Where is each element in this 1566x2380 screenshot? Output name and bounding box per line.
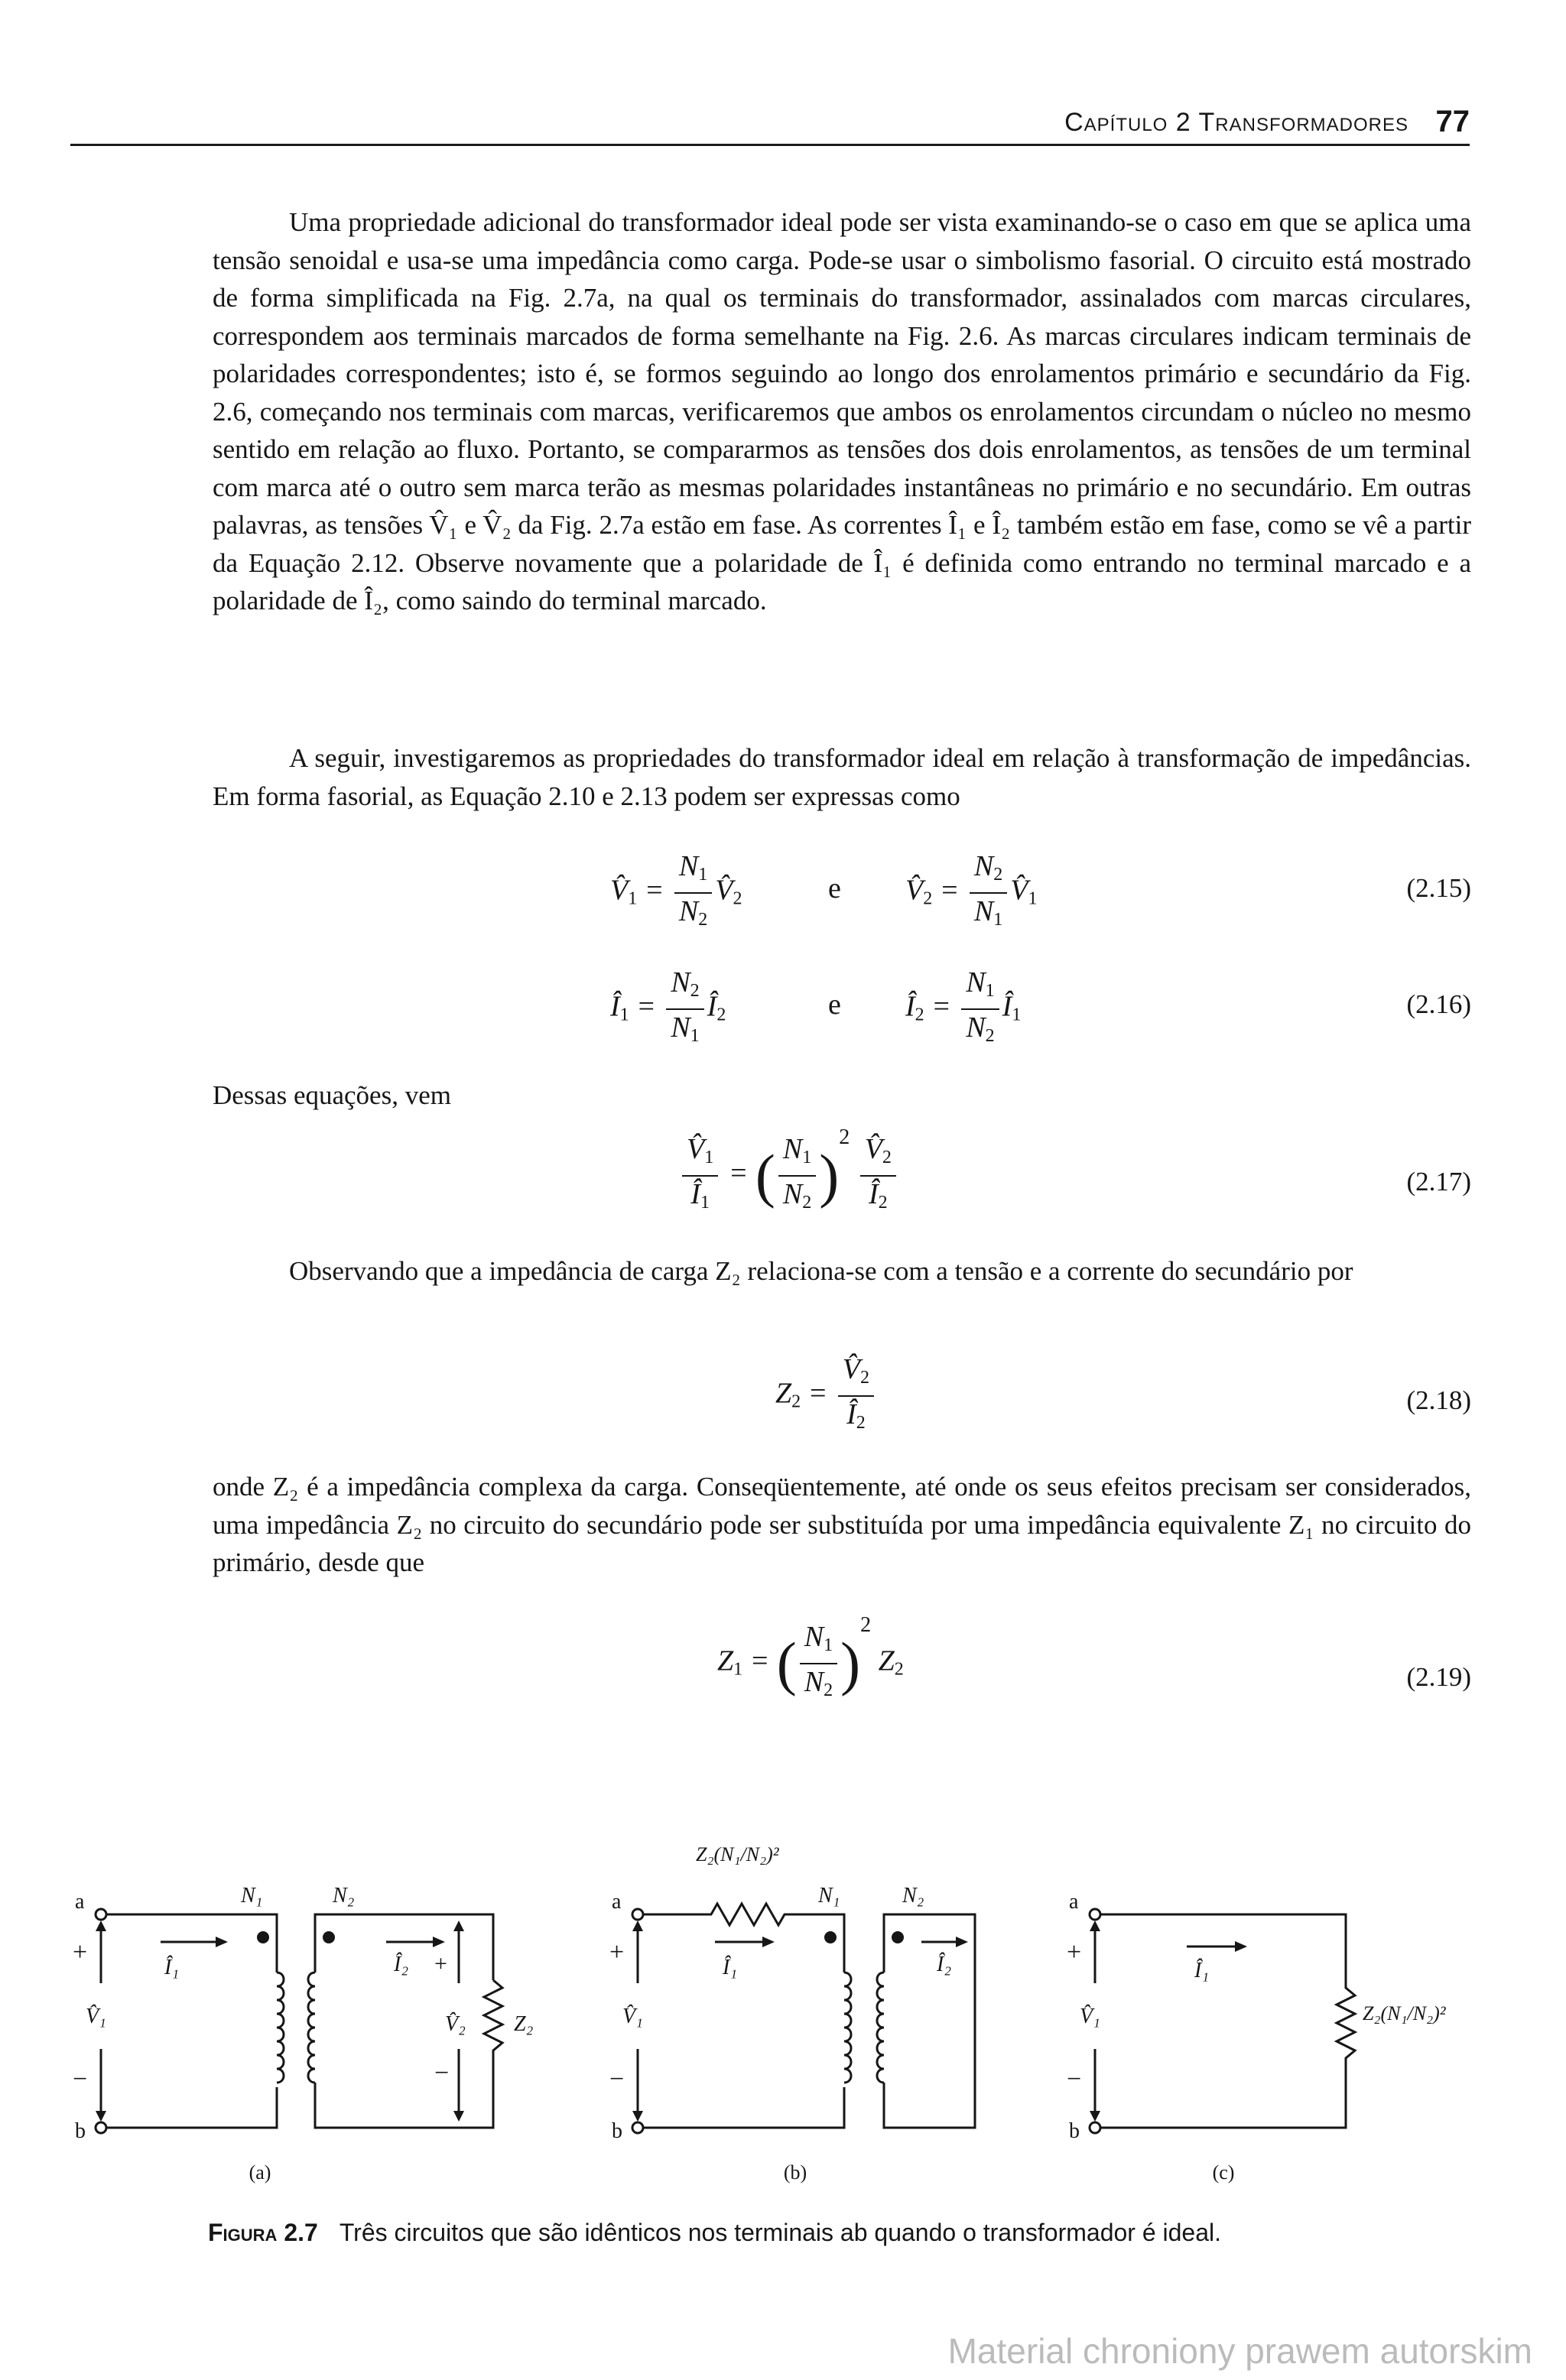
label-a: (a): [249, 2161, 271, 2184]
equation-number: (2.18): [1406, 1385, 1471, 1415]
label-c: (c): [1212, 2161, 1235, 2184]
figure-caption: [208, 2219, 1493, 2247]
label-i1: Î₁: [1194, 1959, 1210, 1982]
label-terminal-a: a: [1069, 1890, 1079, 1914]
equation-number: (2.16): [1406, 989, 1471, 1019]
conjunction: e: [828, 989, 841, 1021]
page-number: 77: [1435, 105, 1470, 138]
label-n1: N₁: [818, 1884, 840, 1908]
label-terminal-b: b: [612, 2119, 622, 2143]
paragraph-5: onde Z₂ é a impedância complexa da carga. Conseqüentemente, até onde os seus efeitos precisam ser considerados, uma impedância Z₂ no circuito do secundário pode ser substituída por uma impedância equivalente Z₁ no circuito do primário, desde que: [213, 1472, 1471, 1577]
equation-number: (2.19): [1406, 1662, 1471, 1692]
label-minus: −: [1067, 2065, 1082, 2093]
circuit-b: [632, 1904, 975, 2133]
figure-circuits: [0, 1797, 1566, 2225]
label-i2: Î₂: [394, 1953, 409, 1976]
figure-label: Figura 2.7: [208, 2219, 318, 2246]
equation-2-18: $Z_2$ = $\frac{V̂_2}{Î_2}$ (2.18): [775, 1353, 1471, 1433]
label-v1: V̂₁: [622, 2005, 643, 2028]
label-n2: N₂: [902, 1884, 924, 1908]
equation-number: (2.17): [1406, 1167, 1471, 1196]
label-minus: −: [73, 2065, 88, 2093]
paragraph-4: Observando que a impedância de carga Z₂ relaciona-se com a tensão e a corrente do secundário por: [289, 1256, 1353, 1286]
label-v1: V̂₁: [86, 2005, 106, 2028]
conjunction: e: [828, 872, 841, 904]
label-plus: +: [434, 1951, 447, 1976]
label-minus: −: [609, 2065, 625, 2093]
label-v1: V̂₁: [1080, 2005, 1100, 2028]
label-terminal-a: a: [75, 1890, 85, 1914]
label-b: (b): [783, 2161, 807, 2184]
label-minus: −: [434, 2059, 450, 2087]
label-terminal-a: a: [612, 1890, 622, 1914]
label-plus: +: [73, 1938, 88, 1966]
label-i1: Î₁: [723, 1956, 738, 1979]
paragraph-1: Uma propriedade adicional do transformador ideal pode ser vista examinando-se o caso em que se aplica uma tensão senoidal e usa-se uma impedância como carga. Pode-se usar o simbolismo fasorial. O circuito está mostrado de forma simplificada na Fig. 2.7a, na qual os terminais do transformador, assinalados com marcas circulares, correspondem aos terminais marcados de forma semelhante na Fig. 2.6. As marcas circulares indicam terminais de polaridades correspondentes; isto é, se formos seguindo ao longo dos enrolamentos primário e secundário da Fig. 2.6, começando nos terminais com marcas, verificaremos que ambos os enrolamentos circundam o núcleo no mesmo sentido em relação ao fluxo. Portanto, se compararmos as tensões dos dois enrolamentos, as tensões de um terminal com marca até o outro sem marca terão as mesmas polaridades instantâneas no primário e no secundário. Em outras palavras, as tensões V̂₁ e V̂₂ da Fig. 2.7a estão em fase. As correntes Î₁ e Î₂ também estão em fase, como se vê a partir da Equação 2.12. Observe novamente que a polaridade de Î₁ é definida como entrando no terminal marcado e a polaridade de Î₂, como saindo do terminal marcado.: [213, 207, 1471, 615]
label-z2-ref: Z₂(N₁/N₂)²: [696, 1843, 779, 1865]
chapter-title: Capítulo 2 Transformadores: [1064, 108, 1408, 137]
running-header: [70, 92, 1470, 146]
label-n1: N₁: [241, 1884, 263, 1908]
label-v2: V̂₂: [445, 2012, 466, 2036]
watermark: Material chroniony prawem autorskim: [947, 2331, 1532, 2371]
equation-2-16: $Î_1$ = $\frac{N_2}{N_1}$ $Î_2$ e $Î_2$ = $\frac{N_1}{N_2}$ $Î_1$ (2.16): [610, 966, 1471, 1046]
caption-text: Três circuitos que são idênticos nos terminais ab quando o transformador é ideal.: [339, 2219, 1222, 2246]
label-n2: N₂: [333, 1884, 355, 1908]
equation-2-15: $V̂_1$ = $\frac{N_1}{N_2}$ $V̂_2$ e $V̂_2$ = $\frac{N_2}{N_1}$ $V̂_1$ (2.15): [610, 850, 1471, 930]
paragraph-2: A seguir, investigaremos as propriedades do transformador ideal em relação à transformação de impedâncias. Em forma fasorial, as Equação 2.10 e 2.13 podem ser expressas como: [213, 743, 1471, 811]
label-terminal-b: b: [75, 2119, 86, 2143]
label-plus: +: [1067, 1938, 1082, 1966]
label-i2: Î₂: [937, 1953, 952, 1976]
label-plus: +: [609, 1938, 625, 1966]
label-z2: Z₂: [514, 2012, 534, 2036]
label-z2-ref: Z₂(N₁/N₂)²: [1363, 2002, 1446, 2024]
equation-2-19: $Z_1$ = ( $\frac{N_1}{N_2}$ )$^2$ $Z_2$ (2.19): [717, 1613, 1471, 1700]
label-terminal-b: b: [1069, 2119, 1080, 2143]
equation-2-17: $\frac{V̂_1}{Î_1}$ = ( $\frac{N_1}{N_2}$ )$^2$ $\frac{V̂_2}{Î_2}$ (2.17): [213, 1132, 1471, 1231]
paragraph-3: Dessas equações, vem: [213, 1080, 451, 1110]
equation-number: (2.15): [1406, 873, 1471, 903]
label-i1: Î₁: [164, 1956, 180, 1979]
circuit-c: [1090, 1909, 1355, 2133]
